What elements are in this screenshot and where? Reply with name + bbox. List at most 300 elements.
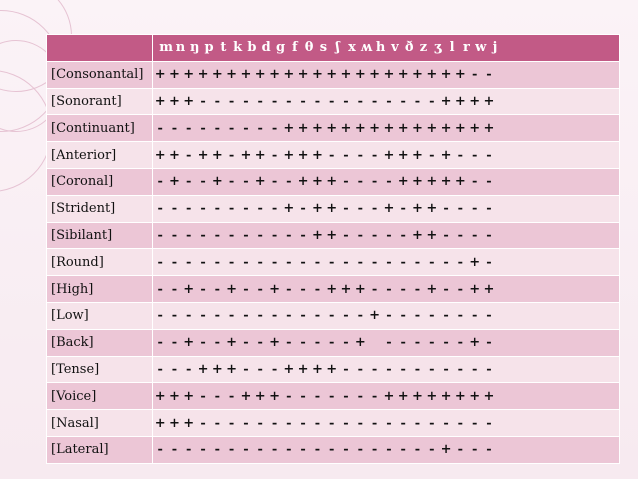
feature-value: - [186,254,192,270]
feature-value: - [343,174,349,190]
feature-value: - [171,442,178,458]
feature-value: - [386,415,392,431]
feature-value: - [414,254,421,270]
feature-name: [Nasal] [47,410,153,437]
feature-value: - [286,254,292,270]
feature-value: + [326,361,338,377]
feature-value: - [429,442,435,458]
feature-value: + [168,388,180,404]
feature-value: + [426,201,438,217]
feature-value: + [211,174,223,190]
feature-value: + [426,120,438,136]
feature-name: [Consonantal] [47,61,153,88]
feature-value: + [454,67,466,83]
segment-label: t [220,40,227,56]
segment-label: x [348,40,356,56]
feature-value: - [186,308,192,324]
feature-value: - [171,308,178,324]
feature-value: - [228,254,235,270]
feature-value: - [300,442,306,458]
feature-value: - [200,281,206,297]
feature-value: - [200,254,206,270]
feature-value: + [340,67,352,83]
feature-value: - [329,335,335,351]
feature-value: + [283,147,295,163]
feature-value: - [271,227,278,243]
feature-value: + [354,120,366,136]
feature-value: - [271,308,278,324]
feature-value: + [426,174,438,190]
feature-value: + [326,281,338,297]
feature-value: - [286,308,292,324]
feature-value: + [354,281,366,297]
feature-value: - [286,174,292,190]
feature-value: - [371,174,378,190]
feature-values [153,410,620,437]
segment-label: f [292,40,298,56]
feature-value: + [440,147,452,163]
feature-value: - [228,415,235,431]
feature-value: - [429,335,435,351]
feature-row [47,195,620,222]
feature-value: + [197,147,209,163]
feature-value: - [329,415,335,431]
feature-value: - [314,254,321,270]
feature-value: - [400,254,406,270]
feature-value: + [283,67,295,83]
feature-values [153,168,620,195]
feature-value: - [400,93,406,109]
feature-value: - [300,201,306,217]
feature-value: - [414,308,421,324]
feature-value: - [243,308,249,324]
segment-label: θ [304,40,314,56]
feature-value: - [486,67,492,83]
feature-row [47,222,620,249]
feature-value: - [343,308,349,324]
feature-value: + [269,281,280,297]
feature-value: + [226,335,238,351]
feature-value: - [400,308,406,324]
feature-value: - [300,281,306,297]
feature-value: + [254,388,266,404]
feature-value: - [471,442,478,458]
feature-value: + [469,254,481,270]
feature-value: + [311,67,323,83]
feature-value: - [486,442,492,458]
feature-name: [Voice] [47,383,153,410]
feature-value: - [243,93,249,109]
feature-value: - [314,281,321,297]
feature-value: - [200,388,206,404]
feature-value: - [228,120,235,136]
feature-value: - [214,442,221,458]
feature-value: - [271,147,278,163]
feature-value: + [311,201,323,217]
feature-value: - [271,442,278,458]
feature-value: + [440,174,452,190]
feature-value: - [314,93,321,109]
feature-value: - [171,120,178,136]
feature-value: - [386,308,392,324]
feature-values [153,329,620,356]
feature-value: - [186,147,192,163]
feature-value: - [371,93,378,109]
feature-value: - [300,254,306,270]
feature-value: - [157,201,163,217]
feature-value: + [183,415,195,431]
feature-value: + [226,67,238,83]
feature-value: - [186,201,192,217]
feature-value: - [471,227,478,243]
feature-value: + [154,388,166,404]
feature-value: - [171,201,178,217]
feature-value: - [457,308,464,324]
feature-value: - [471,361,478,377]
feature-value: + [454,120,466,136]
feature-value: - [300,335,306,351]
feature-value: - [386,227,392,243]
feature-value: - [329,147,335,163]
segment-label: j [492,40,498,56]
feature-value: + [469,120,481,136]
feature-value: - [343,147,349,163]
feature-value: + [383,147,395,163]
feature-value: - [400,281,406,297]
feature-values [153,142,620,169]
feature-value: + [240,147,252,163]
feature-value: - [343,415,349,431]
feature-value: - [286,227,292,243]
feature-name: [Sonorant] [47,88,153,115]
feature-value: - [357,147,363,163]
segment-label: g [275,40,286,56]
feature-value: + [426,227,438,243]
feature-value: - [457,201,464,217]
feature-value: - [243,281,249,297]
feature-value: - [371,281,378,297]
feature-name: [Coronal] [47,168,153,195]
segment-header [153,35,620,62]
feature-value: - [214,227,221,243]
feature-value: - [228,388,235,404]
feature-value: - [271,93,278,109]
feature-value: - [157,120,163,136]
feature-value: + [397,147,409,163]
feature-value: - [429,308,435,324]
feature-value: + [354,335,366,351]
feature-value: - [214,93,221,109]
feature-value: + [426,388,438,404]
feature-value: - [414,93,421,109]
feature-name: [Sibilant] [47,222,153,249]
feature-value: - [457,361,464,377]
feature-value: - [443,201,449,217]
feature-value: + [168,93,180,109]
feature-value: - [357,201,363,217]
feature-value: - [186,442,192,458]
feature-value: + [240,67,252,83]
feature-value: + [469,93,481,109]
feature-value: - [286,93,292,109]
segment-label: s [319,40,328,56]
feature-value: + [397,120,409,136]
segment-label: r [462,40,470,56]
feature-value: - [314,442,321,458]
feature-value: - [343,93,349,109]
feature-value: - [186,361,192,377]
feature-value: + [383,201,395,217]
feature-value: + [254,174,266,190]
feature-value: - [429,415,435,431]
feature-value: + [412,227,423,243]
feature-value: - [228,93,235,109]
feature-value: - [214,281,221,297]
feature-value: - [286,281,292,297]
feature-value: + [454,93,466,109]
feature-value: - [171,254,178,270]
feature-values [153,222,620,249]
feature-value: + [226,361,238,377]
feature-value: - [314,415,321,431]
feature-value: - [371,254,378,270]
feature-value: - [357,308,363,324]
feature-value: + [483,388,495,404]
feature-value: - [157,254,163,270]
feature-value: + [354,67,366,83]
feature-value: - [157,174,163,190]
feature-value: - [186,174,192,190]
segment-label: l [449,40,455,56]
feature-value: - [257,120,263,136]
feature-value: - [157,335,163,351]
feature-value: - [386,254,392,270]
feature-value: - [457,415,464,431]
feature-value: - [214,335,221,351]
feature-value: + [412,201,423,217]
feature-value: + [211,147,223,163]
feature-row [47,276,620,303]
feature-value: - [157,308,163,324]
segment-label: w [475,40,487,56]
feature-value: - [171,335,178,351]
feature-row [47,383,620,410]
feature-row [47,329,620,356]
feature-value: - [343,227,349,243]
feature-value: + [154,93,166,109]
feature-value: - [357,254,363,270]
feature-value: + [397,67,409,83]
feature-value: - [186,227,192,243]
feature-value: - [471,308,478,324]
feature-value: + [168,147,180,163]
feature-value: - [157,442,163,458]
feature-value: + [369,308,381,324]
feature-value: - [243,174,249,190]
feature-value: - [186,120,192,136]
feature-value: - [457,227,464,243]
feature-value: - [357,361,363,377]
feature-value: + [311,147,323,163]
feature-value: + [440,93,452,109]
feature-value: - [343,254,349,270]
feature-name: [Tense] [47,356,153,383]
segment-label: ŋ [190,40,200,56]
feature-value: - [300,415,306,431]
feature-value: - [243,442,249,458]
feature-value: - [457,442,464,458]
feature-value: - [443,281,449,297]
feature-value: + [183,281,195,297]
feature-value: - [443,227,449,243]
feature-value: + [383,67,395,83]
feature-value: + [454,174,466,190]
feature-value: - [486,308,492,324]
feature-value: + [226,281,238,297]
feature-value: + [211,67,223,83]
feature-value: - [243,227,249,243]
feature-value: - [471,201,478,217]
feature-value: - [300,388,306,404]
feature-value: + [412,388,423,404]
feature-value: - [343,442,349,458]
feature-value: + [297,147,309,163]
feature-value: - [257,308,263,324]
feature-name: [Strident] [47,195,153,222]
feature-value: - [357,174,363,190]
feature-row [47,168,620,195]
feature-value: - [257,281,263,297]
segment-label: k [233,40,243,56]
feature-value: + [269,67,280,83]
feature-value: - [429,147,435,163]
feature-value: - [257,335,263,351]
feature-value: - [200,335,206,351]
feature-value: + [183,388,195,404]
feature-value: - [329,308,335,324]
feature-value: - [243,254,249,270]
feature-value: + [426,281,438,297]
feature-value: - [414,415,421,431]
feature-value: + [297,67,309,83]
segment-label: ʍ [360,40,373,56]
feature-value: - [228,174,235,190]
feature-value: - [429,93,435,109]
feature-values [153,195,620,222]
feature-value: - [486,227,492,243]
feature-value: - [486,415,492,431]
feature-value: - [257,442,263,458]
feature-name: [Anterior] [47,142,153,169]
feature-value: + [326,174,338,190]
feature-value: + [326,120,338,136]
feature-value: - [414,442,421,458]
feature-values [153,61,620,88]
segment-label: h [375,40,386,56]
feature-value: - [243,201,249,217]
feature-value: - [371,388,378,404]
feature-value: + [326,67,338,83]
feature-value: - [443,308,449,324]
feature-value: + [326,201,338,217]
feature-value: + [154,415,166,431]
feature-value: - [471,415,478,431]
feature-value: - [357,442,363,458]
feature-value: - [414,361,421,377]
segment-label: ʃ [335,40,340,56]
feature-value: - [257,361,263,377]
feature-value: - [357,93,363,109]
feature-value: - [286,415,292,431]
feature-name: [Low] [47,302,153,329]
feature-value: - [386,442,392,458]
feature-value: + [311,227,323,243]
feature-value: + [168,67,180,83]
feature-value: - [343,361,349,377]
feature-value: - [171,361,178,377]
feature-value: - [371,227,378,243]
feature-value: + [440,67,452,83]
feature-value: + [311,120,323,136]
feature-value: - [400,415,406,431]
feature-values [153,302,620,329]
feature-value: - [400,201,406,217]
feature-value: - [286,442,292,458]
feature-value: - [243,415,249,431]
feature-value: + [254,67,266,83]
feature-value: - [300,308,306,324]
feature-value: - [214,254,221,270]
feature-value: - [457,335,464,351]
feature-value: - [343,388,349,404]
feature-value: - [357,227,363,243]
feature-value: - [471,147,478,163]
feature-value: - [200,415,206,431]
feature-value: - [271,361,278,377]
feature-value: - [157,361,163,377]
feature-value: - [357,415,363,431]
feature-value: - [486,335,492,351]
feature-value: - [214,388,221,404]
feature-value: + [211,361,223,377]
feature-value: + [154,147,166,163]
feature-value: - [200,442,206,458]
feature-value: - [286,335,292,351]
feature-value: - [329,254,335,270]
feature-value: - [271,415,278,431]
feature-value: - [300,93,306,109]
feature-row [47,88,620,115]
feature-value: + [183,93,195,109]
feature-value: - [443,415,449,431]
feature-value: - [457,254,464,270]
feature-value: - [314,388,321,404]
feature-row [47,115,620,142]
feature-value: + [440,442,452,458]
feature-values [153,436,620,463]
feature-value: - [228,308,235,324]
feature-value: + [383,388,395,404]
feature-value: - [400,361,406,377]
feature-value: - [386,93,392,109]
feature-value: - [214,120,221,136]
feature-values [153,356,620,383]
feature-row [47,356,620,383]
feature-value: + [454,388,466,404]
distinctive-features-table [46,34,620,464]
feature-value: - [243,361,249,377]
feature-value: + [283,120,295,136]
